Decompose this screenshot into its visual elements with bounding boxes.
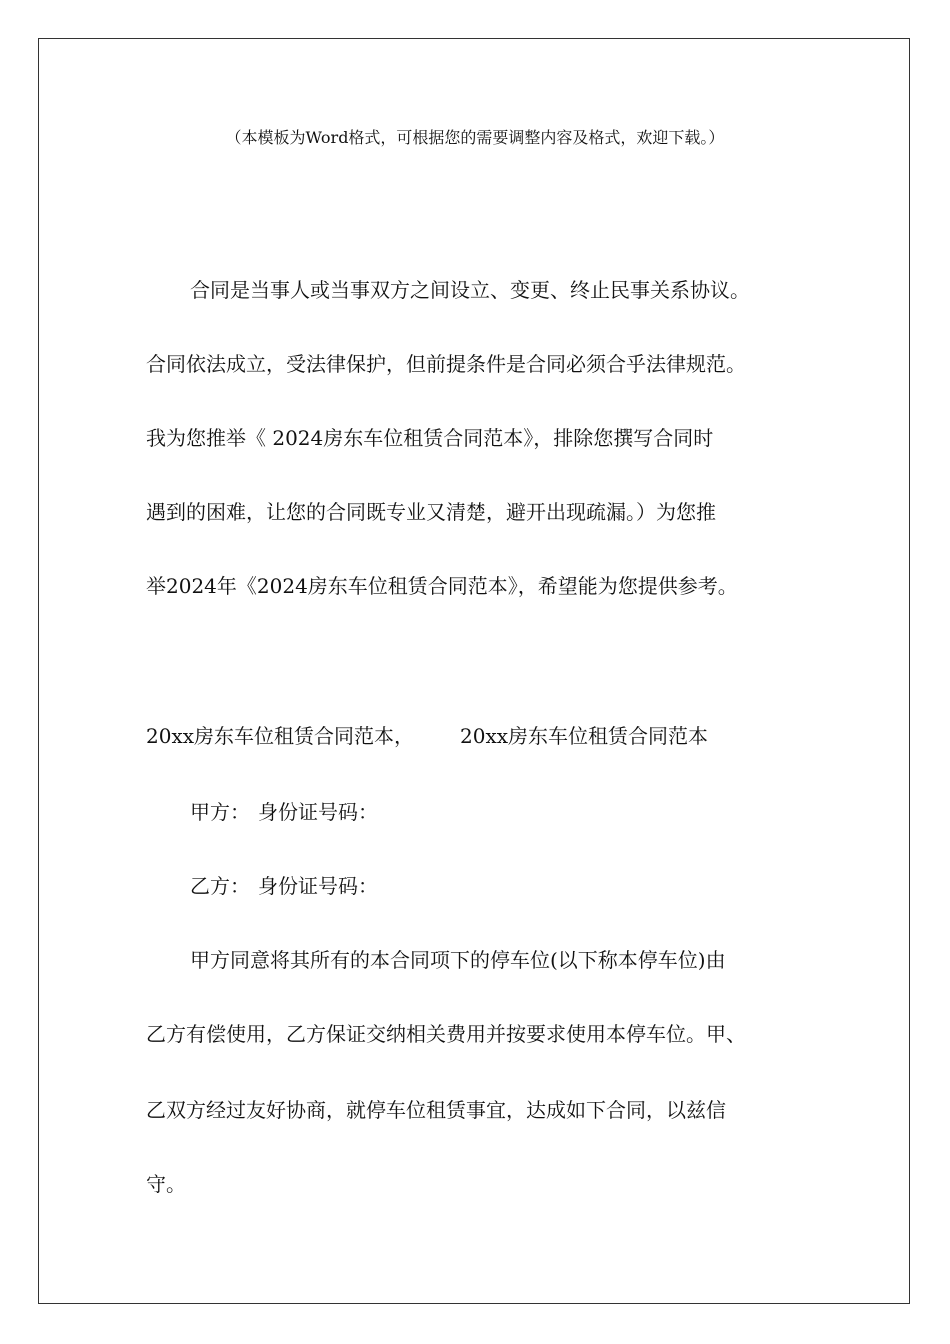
party-a-line	[190, 798, 378, 826]
body-line-3: 乙双方经过友好协商，就停车位租赁事宜，达成如下合同，以兹信	[146, 1098, 726, 1122]
contract-title-right: 20xx房东车位租赁合同范本	[460, 724, 709, 748]
intro-line-2: 合同依法成立，受法律保护，但前提条件是合同必须合乎法律规范。	[146, 352, 746, 376]
template-note: （本模板为Word格式，可根据您的需要调整内容及格式，欢迎下载。）	[225, 128, 725, 147]
party-a-label: 甲方：	[190, 800, 250, 824]
party-a-id-label: 身份证号码：	[258, 800, 378, 824]
contract-title-line	[146, 722, 708, 750]
intro-line-1: 合同是当事人或当事双方之间设立、变更、终止民事关系协议。	[190, 278, 750, 302]
party-b-id-label: 身份证号码：	[258, 874, 378, 898]
body-line-2: 乙方有偿使用，乙方保证交纳相关费用并按要求使用本停车位。甲、	[146, 1022, 746, 1046]
intro-line-4: 遇到的困难，让您的合同既专业又清楚，避开出现疏漏。）为您推	[146, 500, 716, 524]
body-line-4: 守。	[146, 1172, 186, 1196]
intro-line-3: 我为您推举《 2024房东车位租赁合同范本》，排除您撰写合同时	[146, 426, 714, 450]
body-line-1: 甲方同意将其所有的本合同项下的停车位(以下称本停车位)由	[190, 948, 726, 972]
party-b-label: 乙方：	[190, 874, 250, 898]
contract-title-left: 20xx房东车位租赁合同范本，	[146, 724, 415, 748]
intro-line-5: 举2024年《2024房东车位租赁合同范本》，希望能为您提供参考。	[146, 574, 738, 598]
party-b-line	[190, 872, 378, 900]
